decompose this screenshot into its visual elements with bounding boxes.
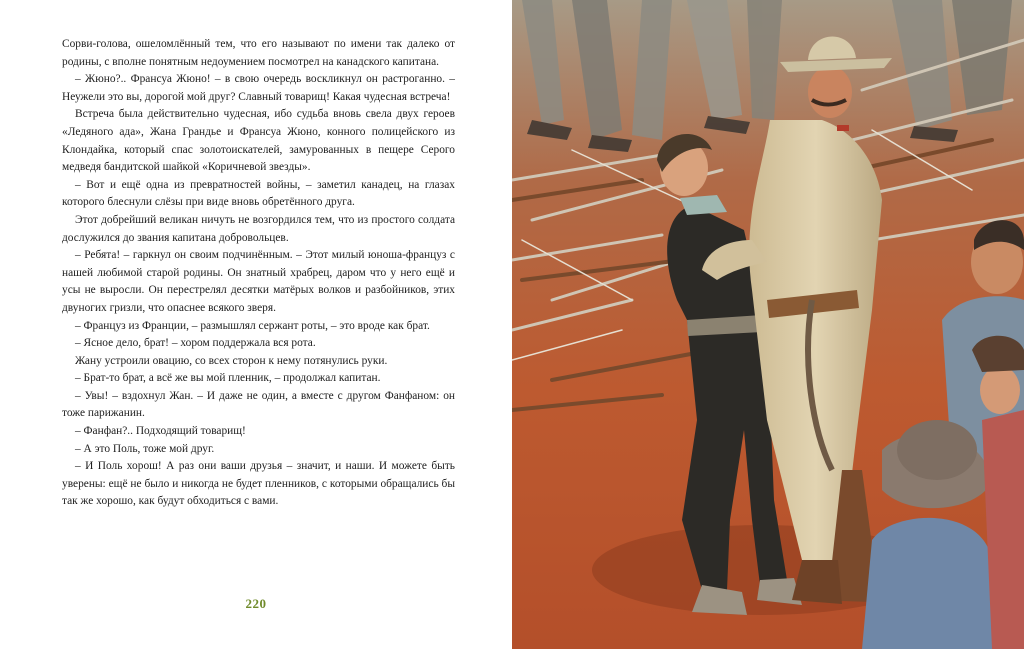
paragraph-2: – Жюно?.. Франсуа Жюно! – в свою очередь воскликнул он растроганно. – Неужели это вы, дорогой мой друг? Славный товарищ! Какая чудесная встреча! — [62, 73, 455, 103]
paragraph-11: – Увы! – вздохнул Жан. – И даже не один, а вместе с другом Фанфаном: он тоже парижанин. — [62, 389, 455, 420]
paragraph-4: – Вот и ещё одна из превратностей войны, – заметил канадец, на глазах которого блеснули слёзы при виде вновь обретённого друга. — [62, 178, 455, 209]
paragraph-9: Жану устроили овацию, со всех сторон к нему потянулись руки. — [75, 354, 388, 367]
paragraph-8: – Ясное дело, брат! – хором поддержала вся рота. — [75, 337, 316, 350]
paragraph-5: Этот добрейший великан ничуть не возгордился тем, что из простого солдата дослужился до звания капитана добровольцев. — [62, 213, 455, 244]
paragraph-3: Встреча была действительно чудесная, ибо судьба вновь свела двух героев «Ледяного ада», Жана Грандье и Франсуа Жюно, конного полицейского из Клондайка, который спас золотоискателей, замурованных в пещере Серого медведя бандитской шайкой «Коричневой звезды». — [62, 108, 455, 174]
paragraph-6: – Ребята! – гаркнул он своим подчинённым. – Этот милый юноша-француз с нашей любимой старой родины. Он знатный храбрец, даром что у него ещё и усы не выросли. Он перестрелял десятки матёрых волков и разбойников, этих двуногих гризли, что опаснее всякого зверя. — [62, 249, 455, 314]
page-number: 220 — [245, 596, 267, 611]
paragraph-12: – Фанфан?.. Подходящий товарищ! — [75, 425, 246, 438]
text-block — [62, 36, 455, 511]
right-page-illustration — [512, 0, 1024, 649]
paragraph-14: – И Поль хорош! А раз они ваши друзья – значит, и наши. И можете быть уверены: ещё не было и никогда не будет пленников, с которыми обращались бы так же хорошо, как будут обходиться с вами. — [62, 460, 455, 508]
paragraph-10: – Брат-то брат, а всё же вы мой пленник, – продолжал капитан. — [75, 372, 381, 385]
paragraph-7: – Француз из Франции, – размышлял сержант роты, – это вроде как брат. — [75, 319, 430, 332]
captain-embracing-boy-illustration — [512, 0, 1024, 649]
paragraph-1: Сорви-голова, ошеломлённый тем, что его называют по имени так далеко от родины, с вполне понятным недоумением посмотрел на канадского капитана. — [62, 38, 455, 68]
paragraph-13: – А это Поль, тоже мой друг. — [75, 442, 215, 455]
